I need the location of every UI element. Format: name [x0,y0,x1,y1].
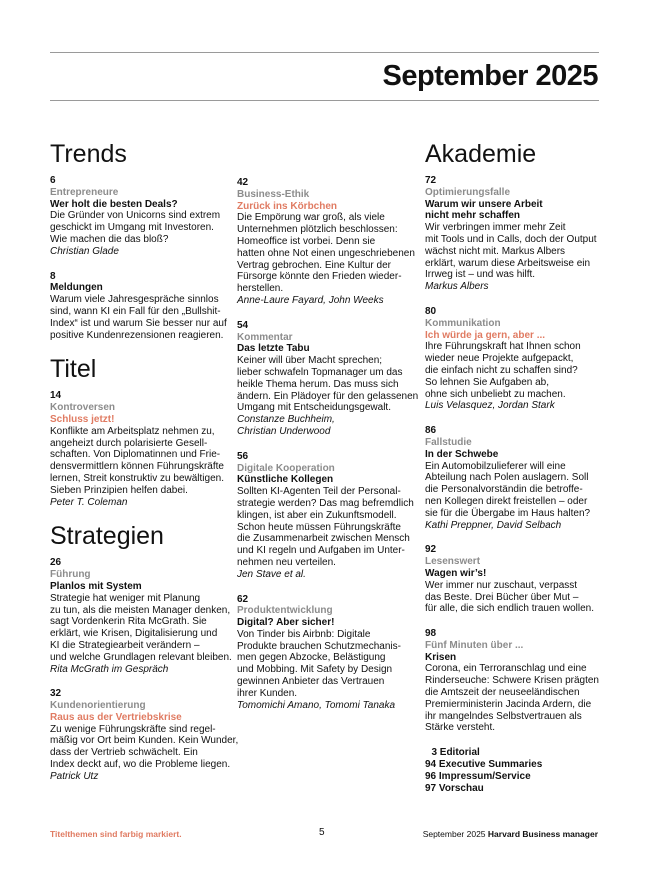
extras-item [425,783,605,795]
entry-teaser: erklärt, warum diese Arbeitsweise ein [425,257,591,269]
entry-page-number: 72 [425,175,437,186]
toc-entry [50,175,230,258]
entry-page-number: 86 [425,425,437,437]
entry-title: Wer holt die besten Deals? [50,198,178,210]
entry-teaser: nehmen neu verteilen. [237,556,336,568]
extras-item [425,747,605,759]
footer-note: Titelthemen sind farbig markiert. [50,829,182,839]
entry-title: nicht mehr schaffen [425,210,521,222]
entry-page-number: 98 [425,628,437,640]
extras-item [425,759,605,771]
entry-page-number: 92 [425,544,437,556]
entry-teaser: Abteilung nach Polen auslagern. Soll [425,472,589,484]
entry-page-number: 80 [425,305,437,317]
entry-teaser: geschickt im Umgang mit Investoren. [50,222,214,234]
entry-teaser: Schon heute müssen Führungskräfte [237,521,401,533]
entry-teaser: Irrweg ist – und was hilft. [425,269,536,281]
entry-teaser: angeheizt durch polarisierte Gesell- [50,437,208,449]
entry-teaser: Keiner will über Macht sprechen; [237,355,383,367]
entry-category: Kontroversen [50,402,116,414]
entry-teaser: Die Gründer von Unicorns sind extrem [50,210,221,222]
issue-title: September 2025 [382,60,598,92]
entry-category: Kommunikation [425,317,501,329]
entry-author: Tomomichi Amano, Tomomi Tanaka [237,699,396,711]
toc-entry [425,628,605,734]
entry-teaser: die Zusammenarbeit zwischen Mensch [237,533,410,545]
entry-teaser: ihrer Kunden. [237,687,298,699]
entry-category: Digitale Kooperation [237,462,335,474]
entry-category: Fallstudie [425,436,472,448]
section-heading: Trends [50,140,127,168]
entry-teaser: mäßig vor Ort beim Kunden. Kein Wunder, [50,735,239,747]
entry-teaser: Index“ ist und warum Sie besser nur auf [50,317,227,329]
entry-teaser: Ein Automobilzulieferer will eine [425,460,566,472]
footer-magazine-info [423,829,598,839]
entry-teaser: klingen, ist aber ein Zukunftsmodell. [237,509,397,521]
entry-teaser: ihr mangelndes Selbstvertrauen als [425,710,582,722]
entry-page-number: 62 [237,593,249,605]
entry-title: Meldungen [50,282,103,294]
entry-teaser: Sieben Prinzipien helfen dabei. [50,484,188,496]
entry-category: Produktentwicklung [237,605,333,617]
toc-column-middle [237,177,417,724]
extras-item [425,771,605,783]
entry-teaser: lieber schwafeln Topmanager um das [237,366,403,378]
entry-teaser: schaften. Von Diplomatinnen und Frie- [50,449,221,461]
entry-title: Das letzte Tabu [237,343,310,355]
entry-title: Zurück ins Körbchen [237,200,338,212]
entry-title: Planlos mit System [50,580,142,592]
entry-teaser: Stärke versteht. [425,722,496,734]
extras-label: Executive Summaries [438,759,543,771]
entry-teaser: heikle Thema herum. Das muss sich [237,378,399,390]
entry-teaser: und Mobbing. Mit Safety by Design [237,664,393,676]
entry-category: Entrepreneure [50,186,119,198]
entry-teaser: Unternehmen plötzlich beschlossen: [237,224,398,236]
entry-teaser: KI die Strategiearbeit verändern – [50,639,200,651]
top-rule [50,52,599,53]
entry-teaser: strategie werden? Das mag befremdlich [237,497,414,509]
entry-teaser: Wer immer nur zuschaut, verpasst [425,579,578,591]
entry-teaser: Corona, ein Terroranschlag und eine [425,663,587,675]
entry-teaser: Homeoffice ist vorbei. Denn sie [237,235,376,247]
toc-entry [50,390,230,508]
section-heading: Titel [50,355,97,384]
entry-teaser: wächst nicht mit. Markus Albers [425,245,566,257]
toc-entry [425,306,605,412]
entry-category: Kundenorientierung [50,700,146,712]
entry-teaser: Von Tinder bis Airbnb: Digitale [237,628,371,640]
entry-author: Christian Underwood [237,425,331,437]
entry-author: Patrick Utz [50,770,99,782]
entry-teaser: Strategie hat weniger mit Planung [50,592,201,604]
entry-title: Künstliche Kollegen [237,474,334,486]
extras-page-number: 96 [425,770,437,782]
entry-teaser: Wie machen die das bloß? [50,233,169,245]
entry-page-number: 54 [237,319,249,331]
entry-category: Führung [50,569,91,581]
extras-label: Vorschau [438,782,484,794]
toc-entry [237,320,417,438]
entry-teaser: sind, wann KI ein Fall für den „Bullshit- [50,305,221,317]
entry-teaser: hatten ohne Not einen ungeschriebenen [237,247,415,259]
entry-category: Business-Ethik [237,188,310,200]
section-heading: Akademie [425,140,537,168]
extras-label: Impressum/Service [438,770,531,782]
entry-author: Peter T. Coleman [50,496,128,508]
entry-teaser: ändern. Ein Plädoyer für den gelassenen [237,390,419,402]
entry-teaser: sie für die Übergabe im Haus halten? [425,507,591,519]
footer-date: September 2025 [422,829,486,839]
toc-entry [425,175,605,293]
footer-magazine: Harvard Business manager [487,829,598,839]
extras-page-number: 94 [425,759,437,771]
entry-title: Wagen wir’s! [425,567,487,579]
toc-entry [237,177,417,307]
entry-title: Digital? Aber sicher! [237,617,335,629]
entry-teaser: dass der Vertrieb schwächelt. Ein [50,747,198,759]
entry-teaser: densvermittlern können Führungskräfte [50,461,224,473]
title-underline [50,100,599,101]
section-heading: Strategien [50,522,164,551]
entry-title: Krisen [425,651,457,663]
entry-author: Rita McGrath im Gespräch [50,663,169,675]
entry-teaser: sagt Vordenkerin Rita McGrath. Sie [50,616,207,628]
entry-teaser: Umgang mit Entscheidungsgewalt. [237,402,391,414]
entry-teaser: Fürsorge könnte den Frieden wieder- [237,271,402,283]
entry-author: Markus Albers [425,281,489,293]
entry-title: Ich würde ja gern, aber ... [425,329,546,341]
entry-teaser: mit Tools und in Calls, doch der Output [425,233,597,245]
entry-teaser: Rinderseuche: Schwere Krisen prägten [425,675,599,687]
page-number: 5 [319,827,325,838]
entry-teaser: Premierministerin Jacinda Ardern, die [425,698,592,710]
entry-category: Lesenswert [425,556,481,568]
entry-teaser: erklärt, wie Krisen, Digitalisierung und [50,628,218,640]
extras-label: Editorial [439,747,480,759]
entry-teaser: für alle, die sich endlich trauen wollen. [425,603,594,615]
entry-title: Warum wir unsere Arbeit [425,198,543,210]
entry-page-number: 6 [50,175,56,186]
entry-page-number: 8 [50,270,56,282]
entry-page-number: 42 [237,177,249,188]
toc-entry [237,594,417,712]
entry-teaser: Produkte brauchen Schutzmechanis- [237,640,401,652]
entry-teaser: Ihre Führungskraft hat Ihnen schon [425,341,581,353]
toc-entry [50,271,230,342]
entry-category: Optimierungsfalle [425,186,511,198]
toc-entry [50,557,230,675]
entry-teaser: und welche Grundlagen relevant bleiben. [50,651,232,663]
entry-author: Anne-Laure Fayard, John Weeks [237,294,384,306]
entry-teaser: die Personalvorständin die betroffe- [425,484,583,496]
entry-teaser: Konflikte am Arbeitsplatz nehmen zu, [50,425,215,437]
entry-page-number: 32 [50,688,62,700]
toc-entry [237,451,417,581]
entry-author: Constanze Buchheim, [237,414,335,426]
entry-teaser: Sollten KI-Agenten Teil der Personal- [237,486,401,498]
entry-teaser: men gegen Abzocke, Belästigung [237,652,386,664]
entry-page-number: 26 [50,557,62,569]
entry-author: Luis Velasquez, Jordan Stark [425,400,555,412]
entry-teaser: Wir verbringen immer mehr Zeit [425,222,566,234]
toc-entry [425,544,605,615]
entry-teaser: das Beste. Drei Bücher über Mut – [425,591,579,603]
toc-column-right [425,139,605,794]
entry-title: Schluss jetzt! [50,413,115,425]
entry-teaser: wieder neue Projekte aufgepackt, [425,353,574,365]
entry-teaser: herstellen. [237,283,284,295]
toc-entry [425,425,605,531]
entry-author: Kathi Preppner, David Selbach [425,519,562,531]
entry-page-number: 14 [50,390,62,402]
entry-teaser: Vertrag gebrochen. Eine Kultur der [237,259,391,271]
entry-category: Fünf Minuten über ... [425,639,524,651]
entry-teaser: Index deckt auf, wo die Probleme liegen. [50,759,231,771]
entry-category: Kommentar [237,331,293,343]
entry-teaser: ohne sich unbeliebt zu machen. [425,388,566,400]
entry-author: Jen Stave et al. [237,568,306,580]
entry-teaser: zu tun, als die meisten Manager denken, [50,604,231,616]
entry-teaser: So lehnen Sie Aufgaben ab, [425,376,549,388]
extras-list [425,747,605,794]
entry-teaser: Zu wenige Führungskräfte sind regel- [50,723,216,735]
entry-teaser: Warum viele Jahresgespräche sinnlos [50,294,219,306]
entry-teaser: nen Kollegen direkt freistellen – oder [425,495,588,507]
entry-teaser: positive Kundenrezensionen reagieren. [50,329,224,341]
toc-entry [50,688,239,782]
entry-teaser: und KI regeln und Aufgaben im Unter- [237,545,405,557]
extras-page-number: 3 [431,747,437,759]
entry-teaser: die einfach nicht zu schaffen sind? [425,364,578,376]
entry-teaser: Die Empörung war groß, als viele [237,212,385,224]
entry-author: Christian Glade [50,245,119,257]
entry-teaser: gewinnen Anbieter das Vertrauen [237,676,385,688]
entry-page-number: 56 [237,450,249,462]
entry-teaser: die Amtszeit der neuseeländischen [425,687,580,699]
entry-title: In der Schwebe [425,448,499,460]
entry-title: Raus aus der Vertriebskrise [50,711,182,723]
toc-column-left [50,139,239,796]
entry-teaser: lernen, Streit konstruktiv zu bewältigen. [50,472,224,484]
extras-page-number: 97 [425,782,437,794]
